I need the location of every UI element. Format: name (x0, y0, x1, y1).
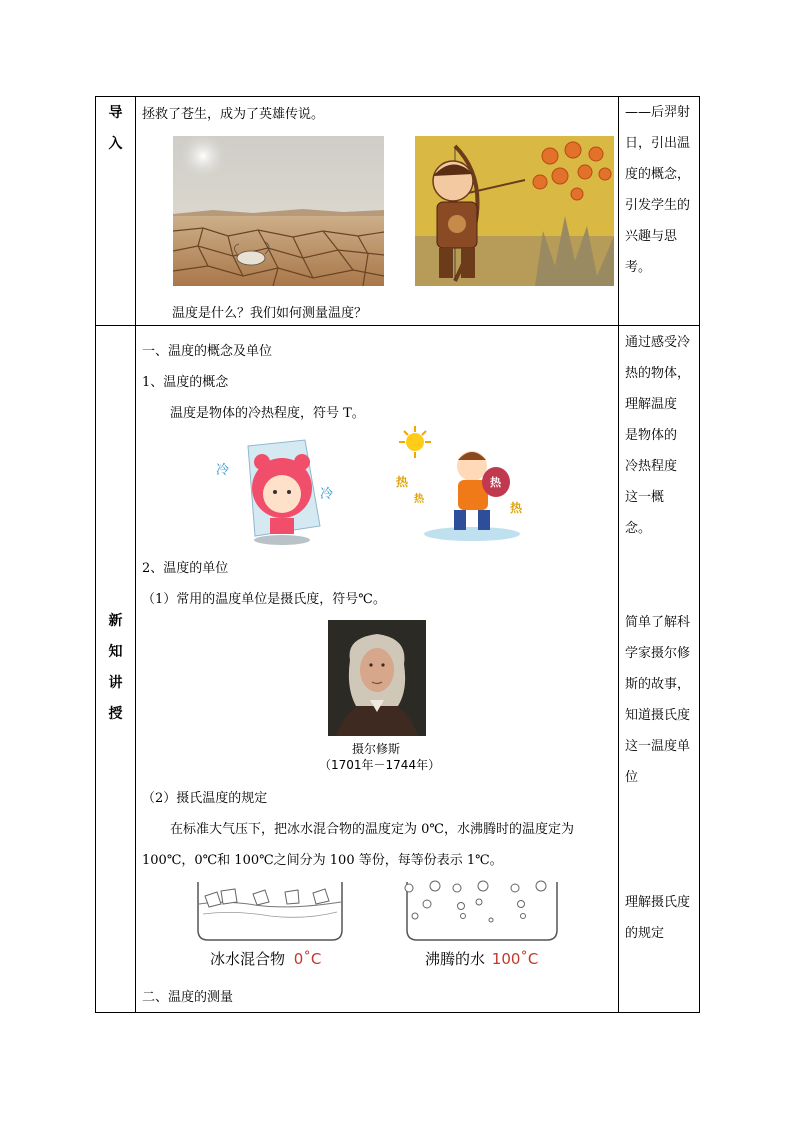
note-line: 简单了解科 (625, 615, 691, 630)
note-line: 兴趣与思 (625, 229, 678, 244)
note-line: 日，引出温 (625, 136, 691, 151)
portrait-caption-years: （1701年－1744年） (319, 758, 441, 772)
cold-illustration (210, 436, 350, 548)
note-line: 理解温度 (625, 397, 678, 412)
stage-char: 讲 (108, 675, 123, 691)
cold-label-1: 冷 (216, 463, 230, 478)
sub1-title: 1、温度的概念 (142, 375, 229, 390)
drought-image (173, 136, 384, 286)
cold-label-2: 冷 (320, 487, 334, 502)
note-line: 的规定 (625, 926, 665, 941)
concept-text: 温度是物体的冷热程度，符号 T。 (170, 406, 365, 421)
table-border-mid (95, 325, 700, 326)
intro-teaching-note (625, 97, 695, 283)
rule-title: （2）摄氏温度的规定 (142, 791, 268, 806)
archer-image (415, 136, 614, 286)
intro-question: 温度是什么？我们如何测量温度？ (172, 306, 368, 321)
note-line: 引发学生的 (625, 198, 691, 213)
note-line: 考。 (625, 260, 652, 275)
stage-char: 知 (108, 644, 123, 660)
hot-label-2: 热 (414, 494, 424, 505)
boiling-water-temp: 100˚C (491, 950, 539, 968)
boiling-water-beaker (403, 876, 561, 942)
note-line: ——后羿射 (625, 105, 691, 120)
rule-line-1: 在标准大气压下，把冰水混合物的温度定为 0℃，水沸腾时的温度定为 (170, 822, 574, 837)
stage-label-intro (95, 98, 136, 160)
portrait-caption-name: 摄尔修斯 (352, 742, 401, 756)
note-line: 念。 (625, 521, 652, 536)
hot-label-1: 热 (396, 475, 409, 489)
section2-title: 二、温度的测量 (142, 990, 234, 1005)
note-line: 理解摄氏度 (625, 895, 691, 910)
table-border-top (95, 96, 700, 97)
section1-title: 一、温度的概念及单位 (142, 344, 273, 359)
hot-illustration (392, 424, 532, 548)
intro-text: 拯救了苍生，成为了英雄传说。 (142, 107, 325, 122)
note-line: 冷热程度 (625, 459, 678, 474)
note-line: 知道摄氏度 (625, 708, 691, 723)
ice-water-caption (210, 948, 321, 969)
note-line: 度的概念， (625, 167, 691, 182)
note-line: 热的物体， (625, 366, 691, 381)
note-line: 这一概 (625, 490, 665, 505)
note-line: 斯的故事， (625, 677, 691, 692)
stage-label-lesson (95, 606, 136, 730)
lesson-note-concept (625, 327, 695, 544)
rule-line-2: 100℃，0℃和 100℃之间分为 100 等份，每等份表示 1℃。 (142, 853, 503, 868)
note-line: 是物体的 (625, 428, 678, 443)
stage-char: 授 (108, 706, 123, 722)
unit-text: （1）常用的温度单位是摄氏度，符号℃。 (142, 592, 386, 607)
lesson-note-rule (625, 887, 695, 949)
stage-char: 新 (108, 613, 123, 629)
table-divider-1 (135, 96, 136, 1013)
note-line: 位 (625, 770, 639, 785)
note-line: 通过感受冷 (625, 335, 691, 350)
note-line: 学家摄尔修 (625, 646, 691, 661)
ice-water-beaker (195, 880, 345, 942)
boiling-water-caption (425, 948, 538, 969)
boiling-water-label: 沸腾的水 (425, 950, 486, 968)
stage-char: 导 (108, 105, 123, 121)
sub2-title: 2、温度的单位 (142, 561, 229, 576)
hot-label-3: 热 (490, 476, 501, 489)
ice-water-temp: 0˚C (293, 950, 322, 968)
table-divider-2 (618, 96, 619, 1013)
hot-label-4: 热 (510, 501, 523, 515)
lesson-note-celsius (625, 607, 695, 793)
table-border-right (699, 96, 700, 1013)
table-border-left (95, 96, 96, 1013)
table-border-bottom (95, 1012, 700, 1013)
note-line: 这一温度单 (625, 739, 691, 754)
celsius-portrait (328, 620, 426, 736)
ice-water-label: 冰水混合物 (210, 950, 286, 968)
stage-char: 入 (108, 136, 123, 152)
